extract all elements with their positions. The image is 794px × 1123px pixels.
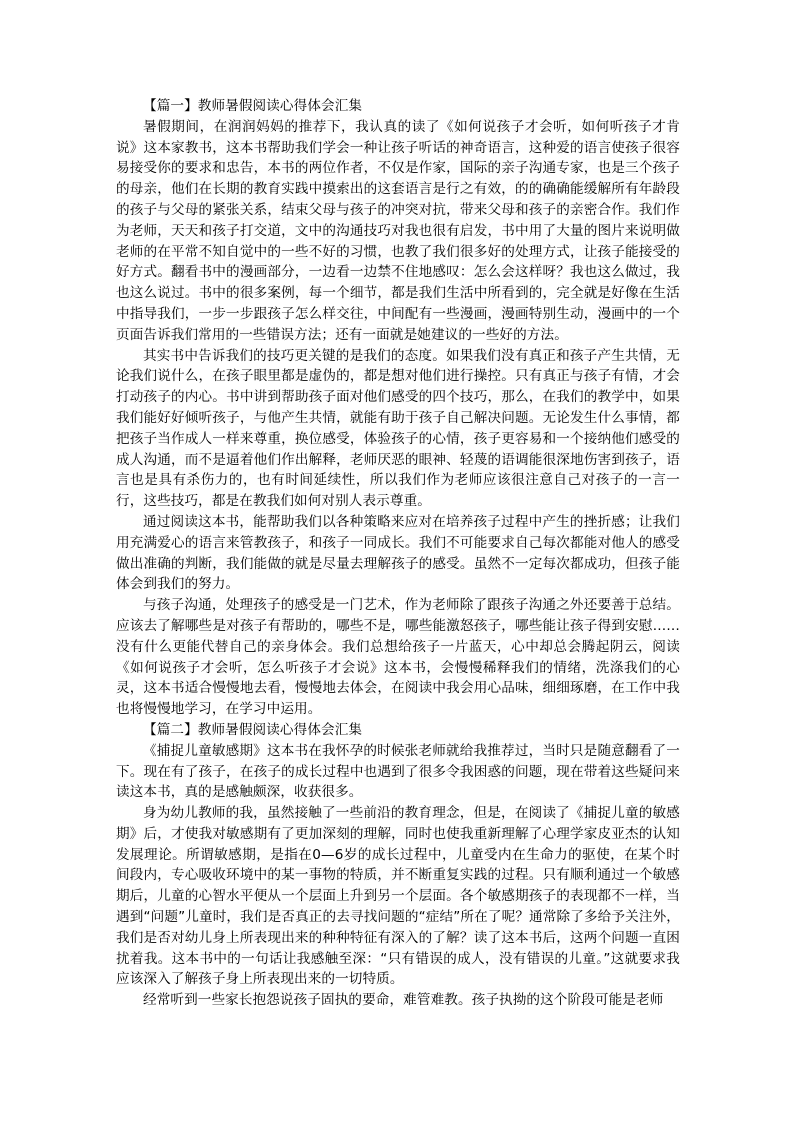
section-2-paragraph-1: 《捕捉儿童敏感期》这本书在我怀孕的时候张老师就给我推荐过，当时只是随意翻看了一下。现在有了孩子，在孩子的成长过程中也遇到了很多令我困惑的问题，现在带着这些疑问来读这本书，真的是感触颇深，收获很多。: [116, 742, 680, 801]
document-page: [116, 96, 680, 1011]
section-1-heading: 【篇一】教师暑假阅读心得体会汇集: [143, 98, 363, 114]
section-1-paragraph-1: 暑假期间，在润润妈妈的推荐下，我认真的读了《如何说孩子才会听，如何听孩子才肯说》这本家教书，这本书帮助我们学会一种让孩子听话的神奇语言，这种爱的语言使孩子很容易接受你的要求和忠告，本书的两位作者，不仅是作家，国际的亲子沟通专家，也是三个孩子的母亲，他们在长期的教育实践中摸索出的这套语言是行之有效，的的确确能缓解所有年龄段的孩子与父母的紧张关系，结束父母与孩子的冲突对抗，带来父母和孩子的亲密合作。我们作为老师，天天和孩子打交道，文中的沟通技巧对我也很有启发，书中用了大量的图片来说明做老师的在平常不知自觉中的一些不好的习惯，也教了我们很多好的处理方式，让孩子能接受的好方式。翻看书中的漫画部分，一边看一边禁不住地感叹：怎么会这样呀？我也这么做过，我也这么说过。书中的很多案例，每一个细节，都是我们生活中所看到的，完全就是好像在生活中指导我们，一步一步跟孩子怎么样交往，中间配有一些漫画，漫画特别生动，漫画中的一个页面告诉我们常用的一些错误方法；还有一面就是她建议的一些好的方法。: [116, 118, 680, 343]
section-1-paragraph-4: 与孩子沟通，处理孩子的感受是一门艺术，作为老师除了跟孩子沟通之外还要善于总结。应该去了解哪些是对孩子有帮助的，哪些不是，哪些能激怒孩子，哪些能让孩子得到安慰……没有什么更能代替自己的亲身体会。我们总想给孩子一片蓝天，心中却总会腾起阴云，阅读《如何说孩子才会听，怎么听孩子才会说》这本书，会慢慢稀释我们的情绪，洗涤我们的心灵，这本书适合慢慢地去看，慢慢地去体会，在阅读中我会用心品味，细细琢磨，在工作中我也将慢慢地学习，在学习中运用。: [116, 597, 680, 718]
section-1-paragraph-2: 其实书中告诉我们的技巧更关键的是我们的态度。如果我们没有真正和孩子产生共情，无论我们说什么，在孩子眼里都是虚伪的，都是想对他们进行操控。只有真正与孩子有情，才会打动孩子的内心。书中讲到帮助孩子面对他们感受的四个技巧，那么，在我们的教学中，如果我们能好好倾听孩子，与他产生共情，就能有助于孩子自己解决问题。无论发生什么事情，都把孩子当作成人一样来尊重，换位感受，体验孩子的心情，孩子更容易和一个接纳他们感受的成人沟通，而不是逼着他们作出解释，老师厌恶的眼神、轻蔑的语调能很深地伤害到孩子，语言也是具有杀伤力的，也有时间延续性，所以我们作为老师应该很注意自己对孩子的一言一行，这些技巧，都是在教我们如何对别人表示尊重。: [116, 347, 680, 510]
section-2-heading: 【篇二】教师暑假阅读心得体会汇集: [143, 721, 363, 738]
section-1-paragraph-3: 通过阅读这本书，能帮助我们以各种策略来应对在培养孩子过程中产生的挫折感；让我们用充满爱心的语言来管教孩子，和孩子一同成长。我们不可能要求自己每次都能对他人的感受做出准确的判断，我们能做的就是尽量去理解孩子的感受。虽然不一定每次都成功，但孩子能体会到我们的努力。: [116, 513, 680, 593]
section-2-paragraph-2: 身为幼儿教师的我，虽然接触了一些前沿的教育理念，但是，在阅读了《捕捉儿童的敏感期》后，才使我对敏感期有了更加深刻的理解，同时也使我重新理解了心理学家皮亚杰的认知发展理论。所谓敏感期，是指在0—6岁的成长过程中，儿童受内在生命力的驱使，在某个时间段内，专心吸收环境中的某一事物的特质，并不断重复实践的过程。只有顺利通过一个敏感期后，儿童的心智水平便从一个层面上升到另一个层面。各个敏感期孩子的表现都不一样，当遇到“问题”儿童时，我们是否真正的去寻找问题的“症结”所在了呢？通常除了多给予关注外，我们是否对幼儿身上所表现出来的种种特征有深入的了解？读了这本书后，这两个问题一直困扰着我。这本书中的一句话让我感触至深：“只有错误的成人，没有错误的儿童。”这就要求我应该深入了解孩子身上所表现出来的一切特质。: [116, 805, 680, 988]
section-2-paragraph-3: 经常听到一些家长抱怨说孩子固执的要命，难管难教。孩子执拗的这个阶段可能是老师: [143, 992, 664, 1009]
